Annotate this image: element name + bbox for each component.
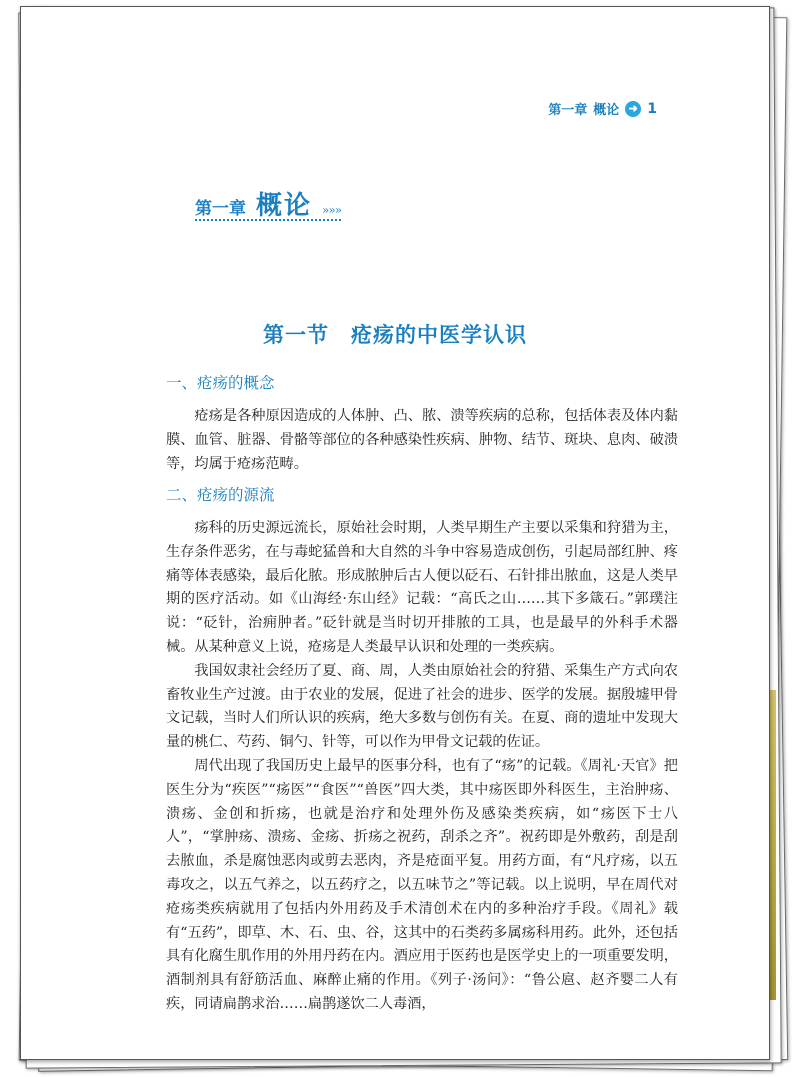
running-head	[548, 99, 657, 118]
chapter-title: 概论	[256, 191, 313, 221]
subsection-body	[166, 405, 678, 476]
paragraph: 周代出现了我国历史上最早的医事分科，也有了“疡”的记载。《周礼·天官》把医生分为“疾医”“疡医”“食医”“兽医”四大类，其中疡医即外科医生，主治肿疡、溃疡、金创和折疡，也就是治疗和处理外伤及感染类疾病，如“疡医下士八人”，“掌肿疡、溃疡、金疡、折疡之祝药，刮杀之齐”。祝药即是外敷药，刮是刮去脓血，杀是腐蚀恶肉或剪去恶肉，齐是疮面平复。用药方面，有“凡疗疡，以五毒攻之，以五气养之，以五药疗之，以五味节之”等记载。以上说明，早在周代对疮疡类疾病就用了包括内外用药及手术清创术在内的多种治疗手段。《周礼》载有“五药”，即草、木、石、虫、谷，这其中的石类药多属疡科用药。此外，还包括具有化腐生肌作用的外用丹药在内。酒应用于医药也是医学史上的一项重要发明，酒制剂具有舒筋活血、麻醉止痛的作用。《列子·汤问》：“鲁公扈、赵齐婴二人有疾，同请扁鹊求治……扁鹊遂饮二人毒酒，	[166, 757, 678, 1012]
chapter-number: 第一章	[195, 199, 246, 219]
paragraph: 疡科的历史源远流长，原始社会时期，人类早期生产主要以采集和狩猎为主，生存条件恶劣，在与毒蛇猛兽和大自然的斗争中容易造成创伤，引起局部红肿、疼痛等体表感染，最后化脓。形成脓肿后古人便以砭石、石针排出脓血，这是人类早期的医疗活动。如《山海经·东山经》记载：“高氏之山……其下多箴石。”郭璞注说：“砭针，治痈肿者。”砭针就是当时切开排脓的工具，也是最早的外科手术器械。从某种意义上说，疮疡是人类最早认识和处理的一类疾病。	[166, 520, 678, 655]
section-title: 第一节 疮疡的中医学认识	[263, 322, 527, 347]
paragraph: 我国奴隶社会经历了夏、商、周，人类由原始社会的狩猎、采集生产方式向农畜牧业生产过渡。由于农业的发展，促进了社会的进步、医学的发展。据殷墟甲骨文记载，当时人们所认识的疾病，绝大多数与创伤有关。在夏、商的遗址中发现大量的桃仁、芍药、铜勺、针等，可以作为甲骨文记载的佐证。	[166, 662, 678, 751]
running-head-title: 概论	[593, 103, 620, 118]
chapter-underline	[195, 219, 341, 221]
chapter-heading	[195, 185, 341, 222]
page-number: 1	[647, 100, 657, 117]
arrow-circle-icon: ➜	[625, 101, 641, 117]
subsection-title: 一、疮疡的概念	[166, 374, 275, 392]
document-page	[20, 6, 770, 1060]
chevrons-icon: »»»	[322, 203, 342, 217]
running-head-chapter: 第一章	[548, 103, 588, 118]
paragraph: 疮疡是各种原因造成的人体肿、凸、脓、溃等疾病的总称，包括体表及体内黏膜、血管、脏器、骨骼等部位的各种感染性疾病、肿物、结节、斑块、息肉、破溃等，均属于疮疡范畴。	[166, 408, 678, 472]
subsection-body	[166, 517, 678, 1017]
subsection-title: 二、疮疡的源流	[166, 486, 275, 504]
